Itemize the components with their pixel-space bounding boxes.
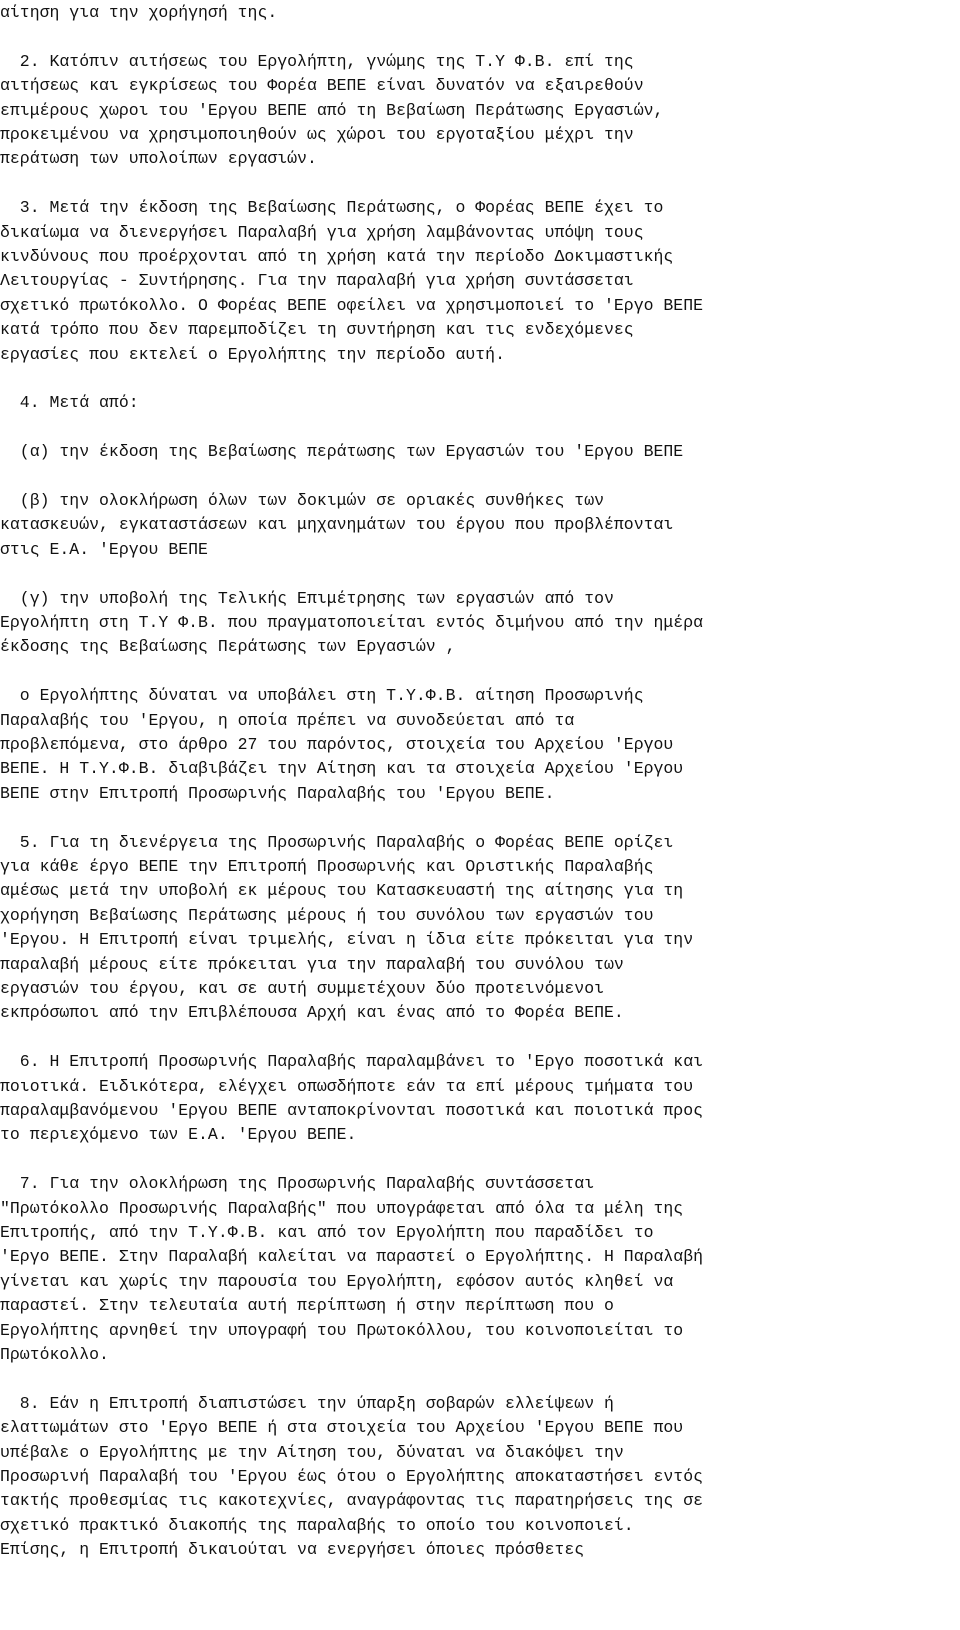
text-line: (γ) την υποβολή της Τελικής Επιμέτρησης των εργασιών από τον — [0, 588, 614, 608]
text-line: ΒΕΠΕ στην Επιτροπή Προσωρινής Παραλαβής του 'Εργου ΒΕΠΕ. — [0, 783, 555, 803]
text-line: παραλαβή μέρους είτε πρόκειται για την παραλαβή του συνόλου των — [0, 954, 624, 974]
text-line: για κάθε έργο ΒΕΠΕ την Επιτροπή Προσωρινής και Οριστικής Παραλαβής — [0, 857, 654, 876]
text-line: εργασιών του έργου, και σε αυτή συμμετέχουν δύο προτεινόμενοι — [0, 979, 604, 998]
text-line: αίτηση για την χορήγησή της. — [0, 3, 278, 22]
text-line: 2. Κατόπιν αιτήσεως του Εργολήπτη, γνώμης της Τ.Υ Φ.Β. επί της — [0, 51, 634, 71]
text-line: ελαττωμάτων στο 'Εργο ΒΕΠΕ ή στα στοιχεία του Αρχείου 'Εργου ΒΕΠΕ που — [0, 1418, 684, 1438]
text-line: προβλεπόμενα, στο άρθρο 27 του παρόντος, στοιχεία του Αρχείου 'Εργου — [0, 735, 674, 754]
text-line: "Πρωτόκολλο Προσωρινής Παραλαβής" που υπογράφεται από όλα τα μέλη της — [0, 1198, 684, 1218]
text-line: 5. Για τη διενέργεια της Προσωρινής Παραλαβής ο Φορέας ΒΕΠΕ ορίζει — [0, 832, 674, 852]
text-line: 'Εργου. Η Επιτροπή είναι τριμελής, είναι η ίδια είτε πρόκειται για την — [0, 930, 694, 950]
text-line: αιτήσεως και εγκρίσεως του Φορέα ΒΕΠΕ είναι δυνατόν να εξαιρεθούν — [0, 76, 644, 96]
text-line: 'Εργο ΒΕΠΕ. Στην Παραλαβή καλείται να παραστεί ο Εργολήπτης. Η Παραλαβή — [0, 1247, 704, 1267]
text-line: παραστεί. Στην τελευταία αυτή περίπτωση ή στην περίπτωση που ο — [0, 1296, 614, 1316]
text-line: (α) την έκδοση της Βεβαίωσης περάτωσης των Εργασιών του 'Εργου ΒΕΠΕ — [0, 442, 684, 462]
text-line: (β) την ολοκλήρωση όλων των δοκιμών σε οριακές συνθήκες των — [0, 491, 604, 510]
text-line: επιμέρους χωροι του 'Εργου ΒΕΠΕ από τη Βεβαίωση Περάτωσης Εργασιών, — [0, 100, 664, 120]
text-line: κατασκευών, εγκαταστάσεων και μηχανημάτων του έργου που προβλέπονται — [0, 515, 674, 535]
text-line: σχετικό πρωτόκολλο. Ο Φορέας ΒΕΠΕ οφείλει να χρησιμοποιεί το 'Εργο ΒΕΠΕ — [0, 295, 704, 315]
text-line: 7. Για την ολοκλήρωση της Προσωρινής Παραλαβής συντάσσεται — [0, 1174, 595, 1194]
text-line: Παραλαβής του 'Εργου, η οποία πρέπει να συνοδεύεται από τα — [0, 710, 575, 730]
text-line: Επίσης, η Επιτροπή δικαιούται να ενεργήσει όποιες πρόσθετες — [0, 1540, 585, 1560]
text-line: Επιτροπής, από την Τ.Υ.Φ.Β. και από τον Εργολήπτη που παραδίδει το — [0, 1223, 654, 1242]
text-line: στις Ε.Α. 'Εργου ΒΕΠΕ — [0, 539, 208, 559]
text-line: 4. Μετά από: — [0, 393, 139, 413]
text-line: παραλαμβανόμενου 'Εργου ΒΕΠΕ ανταποκρίνονται ποσοτικά και ποιοτικά προς — [0, 1101, 704, 1120]
text-line: σχετικό πρακτικό διακοπής της παραλαβής το οποίο του κοινοποιεί. — [0, 1515, 634, 1535]
text-line: Λειτουργίας - Συντήρησης. Για την παραλαβή για χρήση συντάσσεται — [0, 271, 634, 291]
text-line: ΒΕΠΕ. Η Τ.Υ.Φ.Β. διαβιβάζει την Αίτηση και τα στοιχεία Αρχείου 'Εργου — [0, 759, 684, 779]
text-line: 8. Εάν η Επιτροπή διαπιστώσει την ύπαρξη σοβαρών ελλείψεων ή — [0, 1393, 614, 1413]
text-line: Εργολήπτης αρνηθεί την υπογραφή του Πρωτοκόλλου, του κοινοποιείται το — [0, 1320, 684, 1340]
text-line: 6. Η Επιτροπή Προσωρινής Παραλαβής παραλαμβάνει το 'Εργο ποσοτικά και — [0, 1052, 704, 1072]
text-line: εργασίες που εκτελεί ο Εργολήπτης την περίοδο αυτή. — [0, 344, 505, 364]
text-line: Πρωτόκολλο. — [0, 1345, 109, 1364]
text-line: περάτωση των υπολοίπων εργασιών. — [0, 149, 317, 169]
text-line: Εργολήπτη στη Τ.Υ Φ.Β. που πραγματοποιείται εντός διμήνου από την ημέρα — [0, 613, 704, 632]
text-line: έκδοσης της Βεβαίωσης Περάτωσης των Εργασιών , — [0, 637, 456, 657]
text-line: εκπρόσωποι από την Επιβλέπουσα Αρχή και ένας από το Φορέα ΒΕΠΕ. — [0, 1003, 624, 1023]
text-line: δικαίωμα να διενεργήσει Παραλαβή για χρήση λαμβάνοντας υπόψη τους — [0, 222, 644, 242]
text-line: κινδύνους που προέρχονται από τη χρήση κατά την περίοδο Δοκιμαστικής — [0, 247, 674, 266]
text-line: τακτής προθεσμίας τις κακοτεχνίες, αναγράφοντας τις παρατηρήσεις της σε — [0, 1491, 704, 1511]
text-line: αμέσως μετά την υποβολή εκ μέρους του Κατασκευαστή της αίτησης για τη — [0, 881, 684, 901]
text-line: γίνεται και χωρίς την παρουσία του Εργολήπτη, εφόσον αυτός κληθεί να — [0, 1271, 674, 1291]
text-line: το περιεχόμενο των Ε.Α. 'Εργου ΒΕΠΕ. — [0, 1125, 357, 1145]
text-line: ο Εργολήπτης δύναται να υποβάλει στη Τ.Υ.Φ.Β. αίτηση Προσωρινής — [0, 686, 644, 706]
text-line: 3. Μετά την έκδοση της Βεβαίωσης Περάτωσης, ο Φορέας ΒΕΠΕ έχει το — [0, 198, 664, 218]
text-line: Προσωρινή Παραλαβή του 'Εργου έως ότου ο Εργολήπτης αποκαταστήσει εντός — [0, 1467, 704, 1486]
text-line: κατά τρόπο που δεν παρεμποδίζει τη συντήρηση και τις ενδεχόμενες — [0, 320, 634, 340]
text-line: προκειμένου να χρησιμοποιηθούν ως χώροι του εργοταξίου μέχρι την — [0, 125, 634, 144]
text-line: χορήγηση Βεβαίωσης Περάτωσης μέρους ή του συνόλου των εργασιών του — [0, 905, 654, 925]
text-line: ποιοτικά. Ειδικότερα, ελέγχει οπωσδήποτε εάν τα επί μέρους τμήματα του — [0, 1076, 694, 1096]
text-line: υπέβαλε ο Εργολήπτης με την Αίτηση του, δύναται να διακόψει την — [0, 1442, 624, 1462]
